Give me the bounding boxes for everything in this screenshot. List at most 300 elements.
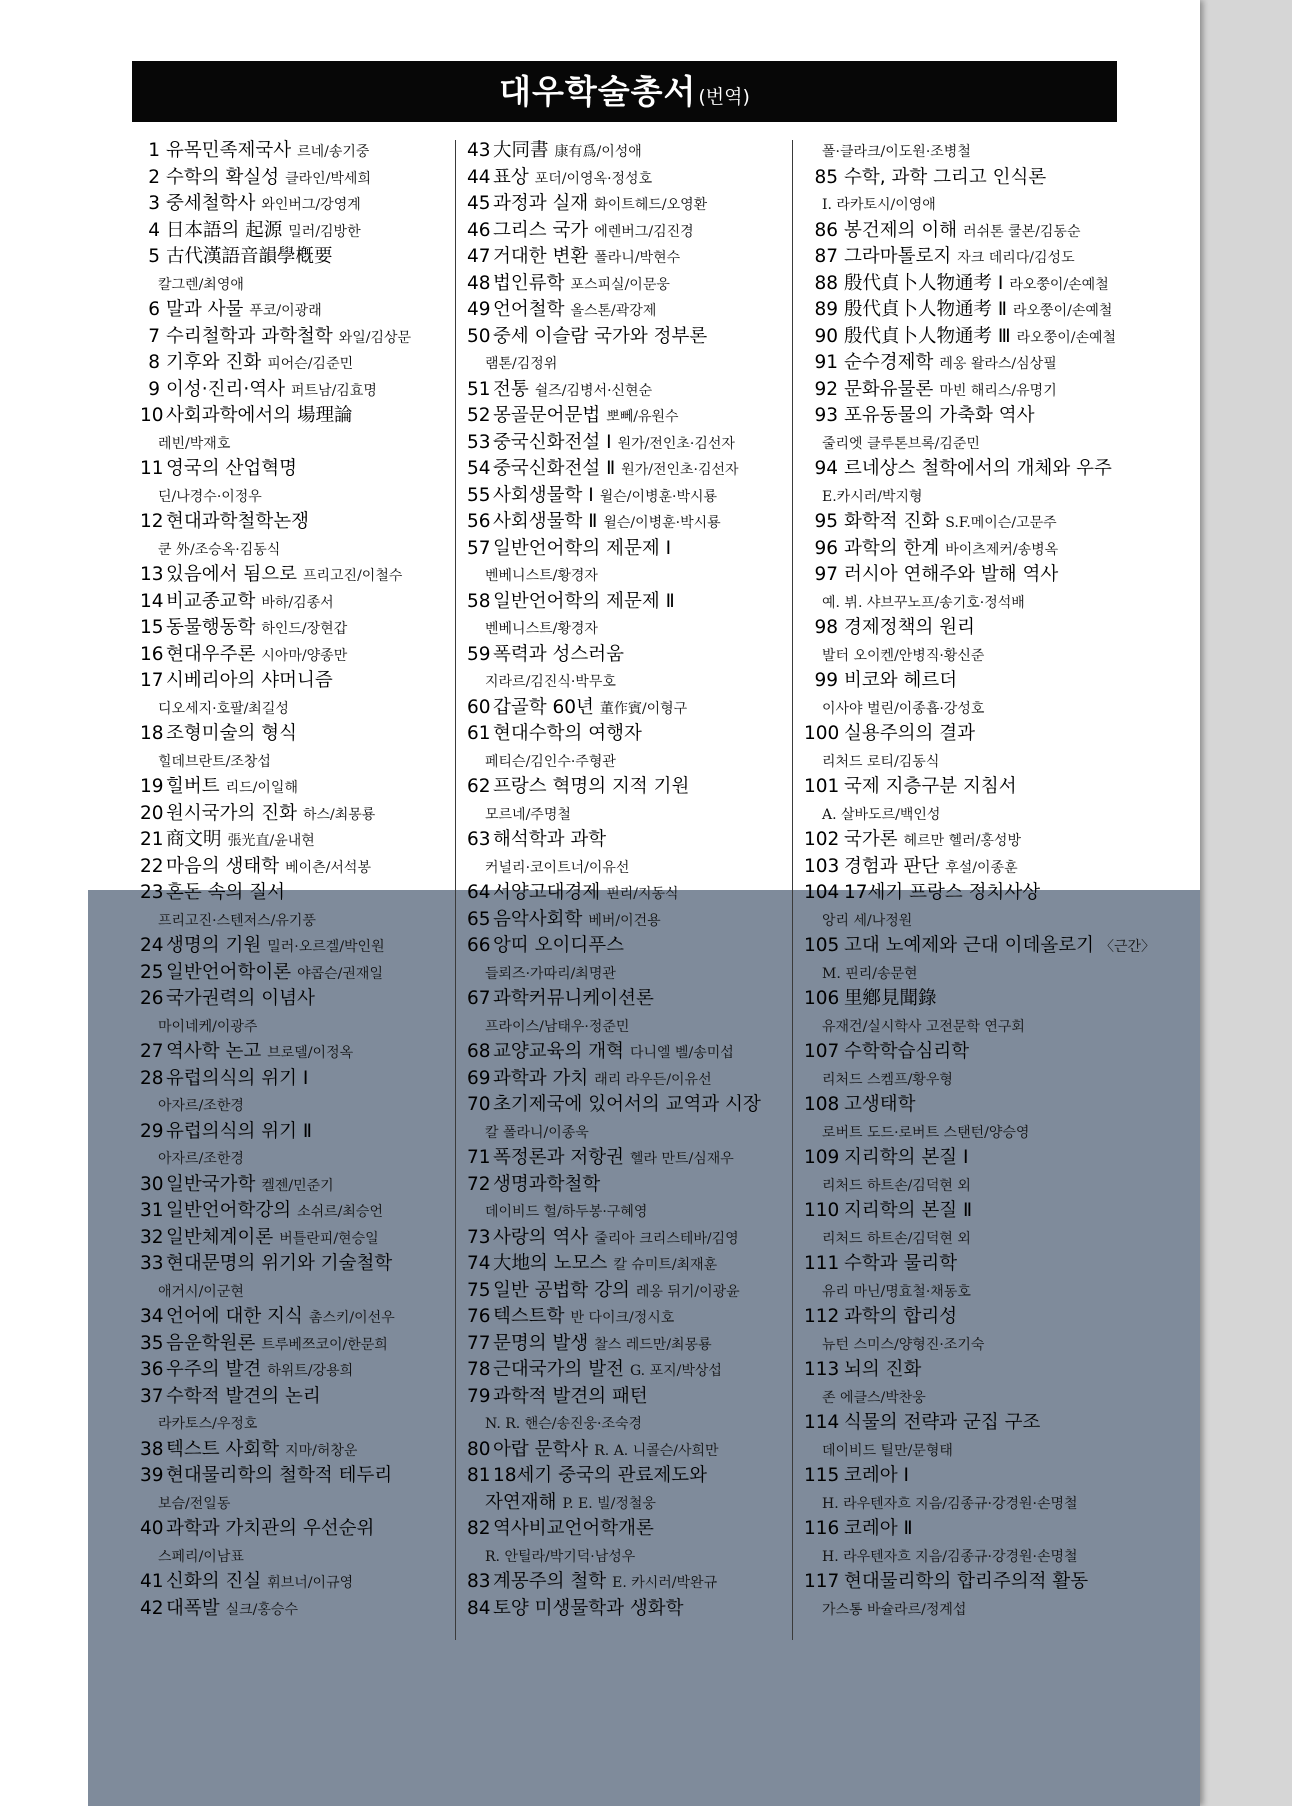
book-number: 89 — [814, 299, 838, 320]
book-entry — [140, 589, 470, 616]
book-number: 14 — [140, 590, 164, 612]
book-entry — [804, 933, 1156, 960]
book-authors: 유리 마닌/명효철·채동호 — [822, 1283, 971, 1300]
book-entry-continuation — [140, 483, 470, 510]
book-authors: 로버트 도드·로버트 스탠턴/양승영 — [822, 1124, 1030, 1141]
book-authors: 하인드/장현갑 — [261, 621, 348, 637]
book-entry — [140, 218, 470, 245]
book-number: 60 — [467, 696, 491, 718]
book-entry — [140, 324, 470, 351]
book-title: 현대과학철학논쟁 — [166, 511, 309, 532]
book-title: 역사학 논고 — [166, 1041, 262, 1062]
book-number: 103 — [804, 855, 840, 877]
book-entry-continuation — [140, 748, 470, 775]
book-number: 55 — [467, 484, 491, 506]
book-title: 유럽의식의 위기 Ⅰ — [166, 1067, 309, 1089]
book-entry-continuation — [467, 350, 797, 377]
book-entry — [140, 933, 470, 960]
book-number: 105 — [804, 935, 840, 956]
book-entry — [467, 774, 797, 801]
book-authors: 레옹 왈라스/심상필 — [939, 356, 1057, 372]
book-title: 비교종교학 — [166, 590, 256, 612]
book-title: 유목민족제국사 — [166, 140, 292, 161]
book-entry-continuation — [804, 1384, 1134, 1411]
book-entry-continuation — [804, 907, 1134, 934]
book-title: 과정과 실재 — [493, 193, 589, 214]
book-authors: 다니엘 벨/송미섭 — [629, 1045, 734, 1061]
book-entry — [140, 854, 470, 881]
book-entry-continuation — [804, 1278, 1134, 1305]
book-title: 수학적 발견의 논리 — [166, 1385, 321, 1407]
book-number: 23 — [140, 882, 164, 903]
book-number: 38 — [140, 1438, 164, 1460]
book-authors: 램톤/김정위 — [485, 356, 558, 372]
book-number: 21 — [140, 829, 164, 850]
book-entry — [467, 642, 797, 669]
book-title: 국가론 — [844, 829, 898, 850]
book-number: 70 — [467, 1094, 491, 1115]
book-number: 43 — [467, 140, 491, 161]
book-authors: H. 라우텐자흐 지음/김종규·강경원·손명철 — [822, 1495, 1078, 1512]
book-entry — [804, 403, 1134, 430]
book-title: 현대수학의 여행자 — [493, 723, 642, 744]
book-authors: 하위트/강용희 — [267, 1363, 354, 1379]
book-entry — [467, 880, 797, 907]
book-title: 중세 이슬람 국가와 정부론 — [493, 325, 708, 347]
book-entry-continuation — [804, 642, 1134, 669]
title-bar — [132, 61, 1117, 122]
book-number: 108 — [804, 1094, 840, 1115]
book-number: 67 — [467, 988, 491, 1009]
book-entry — [804, 456, 1134, 483]
book-entry — [804, 1463, 1134, 1490]
book-title: 중국신화전설 Ⅰ — [493, 431, 612, 453]
book-entry — [804, 297, 1134, 324]
book-number: 35 — [140, 1332, 164, 1354]
book-number: 61 — [467, 723, 491, 744]
book-authors: 올스톤/곽강제 — [570, 303, 657, 319]
book-entry — [804, 324, 1134, 351]
book-entry — [467, 191, 797, 218]
book-entry — [140, 1119, 470, 1146]
book-number: 42 — [140, 1597, 164, 1619]
book-number: 93 — [814, 405, 838, 426]
book-number: 85 — [814, 166, 838, 188]
book-title: 그리스 국가 — [493, 219, 589, 241]
book-title: 조형미술의 형식 — [166, 723, 297, 744]
book-authors: 핀리/지동식 — [606, 886, 679, 902]
book-title: 이성·진리·역사 — [166, 378, 285, 400]
book-number: 5 — [148, 246, 160, 267]
book-entry — [804, 350, 1134, 377]
book-title: 앙띠 오이디푸스 — [493, 935, 624, 956]
book-number: 17 — [140, 670, 164, 691]
book-title: 日本語의 起源 — [166, 219, 283, 241]
book-number: 2 — [148, 166, 160, 188]
book-entry — [467, 1092, 797, 1119]
book-authors: 디오세지·호팔/최길성 — [158, 700, 289, 717]
book-number: 54 — [467, 458, 491, 479]
book-authors: 가스통 바슐라르/정계섭 — [822, 1601, 967, 1618]
book-entry — [140, 1066, 470, 1093]
book-entry-continuation — [140, 907, 470, 934]
book-entry — [140, 880, 470, 907]
book-title: 르네상스 철학에서의 개체와 우주 — [844, 458, 1112, 479]
book-authors: G. 포지/박상섭 — [629, 1363, 722, 1379]
book-number: 83 — [467, 1571, 491, 1592]
book-entry — [804, 165, 1134, 192]
book-authors: 지라르/김진식·박무호 — [485, 674, 616, 690]
book-authors: 뉴턴 스미스/양형진·조기숙 — [822, 1336, 985, 1353]
book-entry-continuation — [467, 801, 797, 828]
book-authors: P. E. 빌/정철웅 — [562, 1495, 656, 1512]
book-number: 69 — [467, 1067, 491, 1089]
book-title: 일반언어학강의 — [166, 1200, 292, 1221]
book-entry — [804, 668, 1134, 695]
book-entry — [467, 1596, 797, 1623]
book-entry — [804, 774, 1134, 801]
book-authors: 러쉬톤 쿨본/김동순 — [963, 223, 1081, 240]
book-title: 순수경제학 — [844, 352, 934, 373]
book-authors: 데이비드 헐/하두봉·구혜영 — [485, 1204, 648, 1220]
book-entry — [467, 297, 797, 324]
book-entry — [467, 1331, 797, 1358]
book-title: 초기제국에 있어서의 교역과 시장 — [493, 1094, 761, 1115]
book-authors: E.카시러/박지형 — [822, 488, 923, 505]
book-title: 코레아 Ⅰ — [844, 1465, 909, 1486]
book-number: 111 — [804, 1253, 840, 1274]
book-authors: 트루베쯔코이/한문희 — [261, 1336, 388, 1353]
book-title: 사회과학에서의 場理論 — [166, 405, 353, 426]
book-number: 41 — [140, 1571, 164, 1592]
book-title: 현대물리학의 철학적 테두리 — [166, 1465, 393, 1486]
book-title: 근대국가의 발전 — [493, 1359, 624, 1380]
book-title: 일반국가학 — [166, 1173, 256, 1195]
book-entry — [140, 297, 470, 324]
book-number: 44 — [467, 166, 491, 188]
book-entry — [140, 1304, 470, 1331]
book-authors: 윌슨/이병훈·박시룡 — [603, 515, 721, 531]
book-number: 33 — [140, 1253, 164, 1274]
book-entry — [140, 1596, 470, 1623]
book-entry — [467, 456, 797, 483]
book-number: 72 — [467, 1173, 491, 1195]
book-authors: 줄리아 크리스테바/김영 — [594, 1230, 739, 1247]
book-entry-continuation — [140, 1092, 470, 1119]
book-title: 17세기 프랑스 정치사상 — [844, 882, 1041, 903]
book-title: 몽골문어문법 — [493, 405, 601, 426]
book-title: 중세철학사 — [166, 193, 256, 214]
book-authors: 康有爲/이성애 — [554, 144, 642, 160]
book-title: 문명의 발생 — [493, 1332, 589, 1354]
book-title: 아랍 문학사 — [493, 1438, 589, 1460]
book-number: 71 — [467, 1147, 491, 1168]
book-number: 110 — [804, 1200, 840, 1221]
book-title: 텍스트학 — [493, 1306, 565, 1327]
book-authors: 칼그렌/최영애 — [158, 276, 244, 293]
book-authors: M. 핀리/송문현 — [822, 965, 918, 982]
book-title: 수학의 확실성 — [166, 166, 280, 188]
book-title: 코레아 Ⅱ — [844, 1518, 913, 1539]
book-entry — [804, 1145, 1134, 1172]
book-authors: 유재건/실시학사 고전문학 연구회 — [822, 1018, 1025, 1035]
book-entry — [804, 218, 1134, 245]
book-title: 표상 — [493, 166, 529, 188]
book-authors: 쿤 外/조승옥·김동식 — [158, 541, 281, 558]
book-number: 20 — [140, 802, 164, 824]
book-number: 4 — [148, 219, 160, 241]
book-number: 24 — [140, 935, 164, 956]
book-entry-continuation — [467, 1119, 797, 1146]
book-number: 16 — [140, 643, 164, 665]
book-authors: 헤르만 헬러/홍성방 — [903, 833, 1021, 849]
book-entry-continuation — [804, 1331, 1134, 1358]
book-number: 48 — [467, 272, 491, 294]
book-entry-continuation — [467, 1543, 797, 1570]
book-number: 102 — [804, 829, 840, 850]
book-authors: 칼 폴라니/이종욱 — [485, 1124, 589, 1141]
book-entry — [467, 218, 797, 245]
book-entry — [467, 377, 797, 404]
book-entry — [140, 509, 470, 536]
book-authors: 에렌버그/김진경 — [594, 223, 694, 240]
book-authors: 와일/김상문 — [338, 329, 412, 346]
book-authors: 레옹 뒤기/이광윤 — [635, 1283, 740, 1300]
book-number: 75 — [467, 1279, 491, 1301]
book-entry-continuation — [467, 960, 797, 987]
book-number: 11 — [140, 458, 164, 479]
book-entry — [467, 1039, 797, 1066]
book-entry-continuation — [467, 1198, 797, 1225]
book-title: 국가권력의 이념사 — [166, 988, 315, 1009]
book-number: 76 — [467, 1306, 491, 1327]
book-title: 기후와 진화 — [166, 352, 262, 373]
book-authors: 베버/이건용 — [588, 912, 661, 929]
book-title: 말과 사물 — [166, 299, 244, 320]
book-entry-continuation — [804, 138, 1134, 165]
book-entry — [467, 1066, 797, 1093]
book-entry-continuation — [804, 695, 1134, 722]
book-authors: 래리 라우든/이유선 — [594, 1071, 712, 1088]
book-entry — [467, 324, 797, 351]
book-entry — [140, 191, 470, 218]
book-title: 폭정론과 저항권 — [493, 1147, 624, 1168]
book-title: 거대한 변환 — [493, 246, 589, 267]
book-number: 96 — [814, 537, 838, 559]
book-number: 47 — [467, 246, 491, 267]
book-number: 81 — [467, 1465, 491, 1486]
book-number: 79 — [467, 1385, 491, 1407]
book-entry — [140, 668, 470, 695]
book-entry — [467, 1145, 797, 1172]
book-entry-continuation — [804, 1437, 1134, 1464]
book-authors: 르네/송기중 — [297, 144, 370, 160]
book-entry-continuation — [804, 801, 1134, 828]
book-entry — [140, 456, 470, 483]
book-number: 66 — [467, 935, 491, 956]
book-title: 商文明 — [166, 829, 222, 850]
book-authors: 커널리·코이트너/이유선 — [485, 859, 630, 876]
book-authors: 밀러·오르겔/박인원 — [267, 939, 385, 955]
book-number: 99 — [814, 670, 838, 691]
book-title: 동물행동학 — [166, 617, 256, 638]
book-title: 법인류학 — [493, 272, 565, 294]
book-title: 그라마톨로지 — [844, 246, 952, 267]
book-entry — [140, 960, 470, 987]
book-entry — [467, 1251, 797, 1278]
book-authors: 뽀뻬/유원수 — [606, 409, 679, 425]
book-number: 52 — [467, 405, 491, 426]
book-number: 22 — [140, 855, 164, 877]
book-title: 생명과학철학 — [493, 1173, 601, 1195]
book-authors: 바하/김종서 — [261, 594, 334, 611]
book-entry — [804, 1410, 1134, 1437]
book-number: 115 — [804, 1465, 840, 1486]
book-authors: 張光直/윤내현 — [227, 833, 315, 849]
book-title: 사랑의 역사 — [493, 1226, 589, 1248]
book-number: 7 — [148, 325, 160, 347]
book-entry — [467, 1278, 797, 1305]
book-entry — [467, 1304, 797, 1331]
book-entry — [140, 403, 470, 430]
book-entry — [140, 721, 470, 748]
book-title: 마음의 생태학 — [166, 855, 280, 877]
book-entry-continuation — [804, 589, 1134, 616]
book-number: 36 — [140, 1359, 164, 1380]
book-title: 봉건제의 이해 — [844, 219, 958, 241]
book-number: 92 — [814, 378, 838, 400]
book-number: 65 — [467, 908, 491, 930]
book-authors: 밀러/김방한 — [288, 223, 361, 240]
book-title: 프랑스 혁명의 지적 기원 — [493, 776, 690, 797]
book-number: 77 — [467, 1332, 491, 1354]
book-authors: 리처드 하트손/김덕현 외 — [822, 1177, 971, 1194]
book-authors: 리처드 하트손/김덕현 외 — [822, 1230, 971, 1247]
book-number: 80 — [467, 1438, 491, 1460]
book-entry — [804, 986, 1134, 1013]
book-entry — [467, 165, 797, 192]
book-title: 일반언어학이론 — [166, 961, 292, 983]
book-authors: 퍼트남/김효명 — [291, 382, 377, 399]
book-title: 과학과 가치관의 우선순위 — [166, 1518, 375, 1539]
book-authors: 시아마/양종만 — [261, 647, 348, 664]
book-authors: 아자르/조한경 — [158, 1151, 244, 1167]
book-entry — [467, 1437, 797, 1464]
book-title: 사회생물학 Ⅱ — [493, 511, 598, 532]
book-authors: 지마/허창운 — [285, 1442, 358, 1459]
book-entry — [804, 1304, 1134, 1331]
book-entry-continuation — [467, 1410, 797, 1437]
book-title: 중국신화전설 Ⅱ — [493, 458, 616, 479]
book-entry — [467, 986, 797, 1013]
book-number: 1 — [148, 140, 160, 161]
book-number: 63 — [467, 829, 491, 850]
book-authors: S.F.메이슨/고문주 — [945, 515, 1057, 531]
book-number: 45 — [467, 193, 491, 214]
book-number: 12 — [140, 511, 164, 532]
book-title: 갑골학 60년 — [493, 696, 594, 718]
book-entry-continuation — [140, 1145, 470, 1172]
book-number: 34 — [140, 1306, 164, 1327]
book-number: 86 — [814, 219, 838, 241]
book-entry-continuation — [804, 1543, 1134, 1570]
book-number: 62 — [467, 776, 491, 797]
book-title: 지리학의 본질 Ⅱ — [844, 1200, 973, 1221]
book-authors: 벤베니스트/황경자 — [485, 568, 598, 584]
book-authors: 원가/전인초·김선자 — [617, 435, 735, 452]
book-entry — [804, 509, 1134, 536]
book-title: 화학적 진화 — [844, 511, 940, 532]
book-entry-continuation — [140, 695, 470, 722]
book-number: 50 — [467, 325, 491, 347]
book-title: 殷代貞卜人物通考 Ⅲ — [844, 325, 1011, 347]
book-entry — [140, 1172, 470, 1199]
book-number: 98 — [814, 617, 838, 638]
book-authors: 폴·클라크/이도원·조병철 — [822, 144, 971, 160]
book-number: 37 — [140, 1385, 164, 1407]
book-authors: 프리고진·스텐저스/유기풍 — [158, 912, 316, 929]
book-authors: 아자르/조한경 — [158, 1098, 244, 1114]
book-title: 과학의 합리성 — [844, 1306, 958, 1327]
book-entry — [140, 774, 470, 801]
book-entry — [467, 933, 797, 960]
book-title: 大地의 노모스 — [493, 1253, 608, 1274]
book-entry-continuation — [140, 1410, 470, 1437]
book-entry — [804, 1039, 1134, 1066]
book-title: 비코와 헤르더 — [844, 670, 958, 691]
book-authors: 반 다이크/정시호 — [570, 1310, 675, 1326]
book-entry — [467, 138, 797, 165]
book-authors: R. 안틸라/박기덕·남성우 — [485, 1548, 636, 1565]
book-title: 시베리아의 샤머니즘 — [166, 670, 333, 691]
book-entry — [804, 377, 1134, 404]
book-entry — [467, 695, 797, 722]
book-authors: 와인버그/강영계 — [261, 197, 361, 213]
book-authors: 모르네/주명철 — [485, 806, 571, 823]
book-authors: 라오쭝이/손예철 — [1016, 329, 1117, 346]
book-number: 101 — [804, 776, 840, 797]
book-title: 殷代貞卜人物通考 Ⅰ — [844, 272, 1004, 294]
book-number: 30 — [140, 1173, 164, 1195]
book-entry — [467, 1384, 797, 1411]
page-title: 대우학술총서 — [499, 72, 697, 111]
book-entry — [467, 483, 797, 510]
book-entry — [140, 165, 470, 192]
book-authors: 브로델/이정옥 — [267, 1045, 354, 1061]
book-entry — [140, 350, 470, 377]
book-authors: 야콥슨/권재일 — [297, 965, 383, 982]
book-title: 현대우주론 — [166, 643, 256, 665]
book-entry — [140, 986, 470, 1013]
book-title: 폭력과 성스러움 — [493, 643, 624, 665]
book-entry-continuation — [467, 854, 797, 881]
book-title: 문화유물론 — [844, 378, 934, 400]
book-title: 있음에서 됨으로 — [166, 564, 297, 585]
book-number: 117 — [804, 1571, 840, 1592]
book-entry — [804, 271, 1134, 298]
book-title: 경험과 판단 — [844, 855, 940, 877]
book-authors: 데이비드 틸만/문형태 — [822, 1442, 953, 1459]
book-authors: 쉴즈/김병서·신현순 — [534, 382, 653, 399]
book-authors: 애거시/이군현 — [158, 1283, 244, 1300]
book-authors: 마빈 해리스/유명기 — [939, 382, 1057, 399]
book-authors: 마이네케/이광주 — [158, 1018, 258, 1035]
book-authors: 촘스키/이선우 — [308, 1310, 395, 1326]
book-authors: 피어슨/김준민 — [267, 356, 354, 372]
book-authors: 리처드 로티/김동식 — [822, 753, 940, 770]
book-entry — [804, 1357, 1134, 1384]
book-entry-continuation — [467, 748, 797, 775]
